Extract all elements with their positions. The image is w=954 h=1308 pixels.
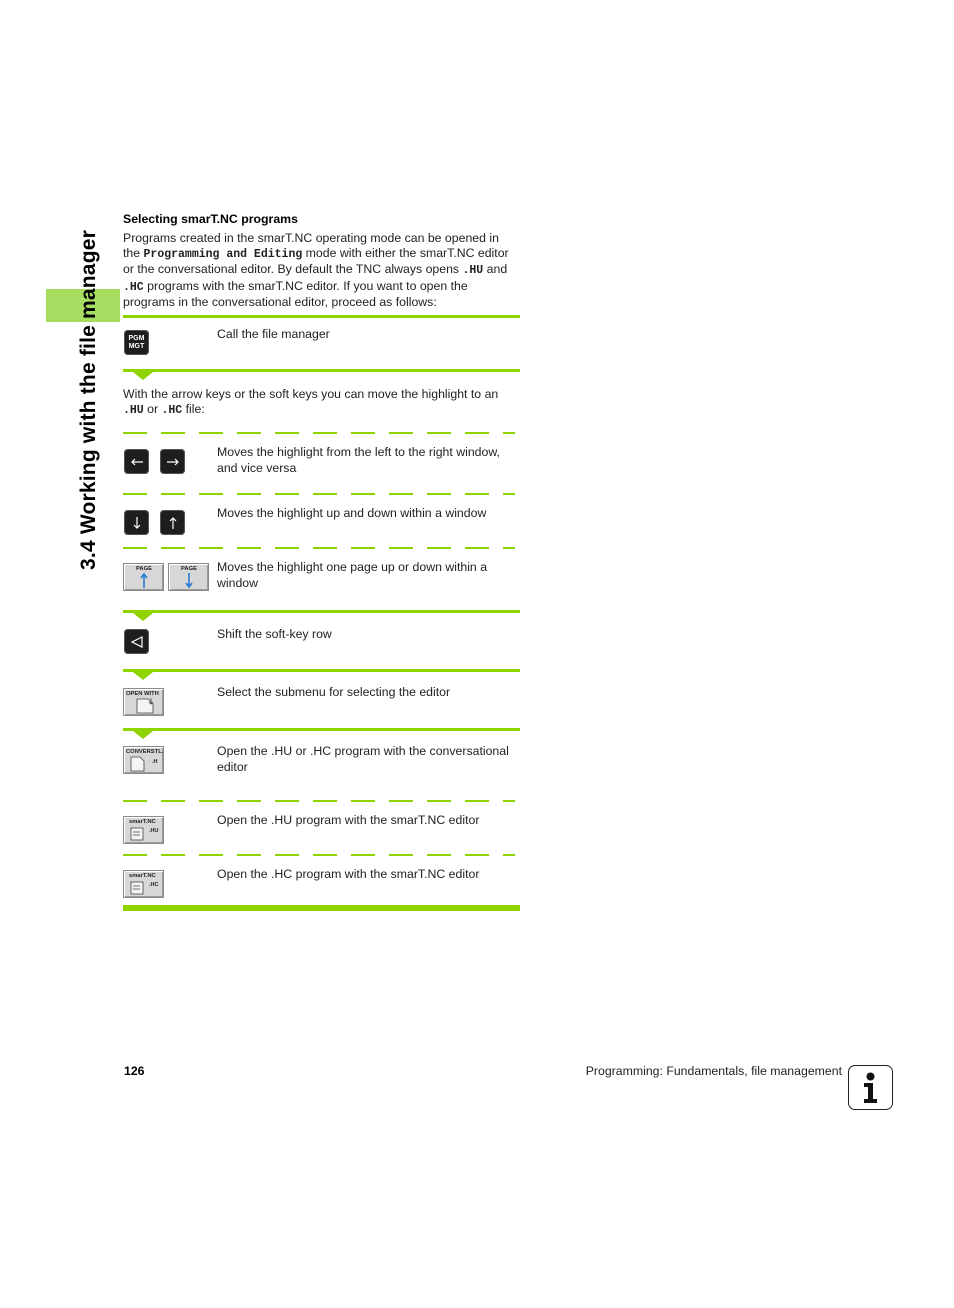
- arrow-down-key[interactable]: [124, 510, 149, 535]
- step-description: Open the .HU or .HC program with the conversational editor: [217, 744, 509, 774]
- pgm-mgt-key[interactable]: PGM MGT: [124, 330, 149, 355]
- arrow-down-icon: [133, 516, 141, 530]
- flow-arrow-icon: [133, 372, 153, 380]
- arrow-note: With the arrow keys or the soft keys you can move the highlight to an .HU or .HC file:: [123, 387, 499, 417]
- page-down-softkey[interactable]: PAGE: [168, 563, 209, 591]
- document-icon: [129, 756, 147, 772]
- dashed-separator: [123, 854, 515, 856]
- page-down-icon: [184, 572, 194, 589]
- step-description: Select the submenu for selecting the editor: [217, 685, 451, 699]
- flow-arrow-icon: [133, 613, 153, 621]
- dashed-separator: [123, 432, 515, 434]
- page-number: 126: [124, 1064, 145, 1078]
- separator: [123, 728, 520, 731]
- info-icon: [848, 1065, 893, 1110]
- smartnc-hu-softkey[interactable]: smarT.NC .HU: [123, 816, 164, 844]
- footer-title: Programming: Fundamentals, file management: [585, 1064, 842, 1078]
- intro-line: .HC programs with the smarT.NC editor. If you want to open the: [123, 278, 468, 294]
- step-description: Moves the highlight from the left to the right window, and vice versa: [217, 445, 500, 475]
- intro-line: or the conversational editor. By default the TNC always opens .HU and: [123, 262, 508, 277]
- intro-line: the Programming and Editing mode with either the smarT.NC editor: [123, 245, 509, 261]
- open-with-softkey[interactable]: OPEN WITH: [123, 688, 164, 716]
- conversational-softkey[interactable]: CONVERSTL. .H: [123, 746, 164, 774]
- arrow-up-key[interactable]: [160, 510, 185, 535]
- chapter-title: 3.4 Working with the file manager: [77, 230, 100, 570]
- arrow-right-icon: [166, 458, 180, 466]
- page-up-icon: [139, 572, 149, 589]
- triangle-left-icon: [130, 635, 144, 649]
- step-description: Open the .HC program with the smarT.NC editor: [217, 867, 480, 881]
- document-icon: [135, 698, 157, 714]
- step-description: Open the .HU program with the smarT.NC editor: [217, 813, 480, 827]
- arrow-right-key[interactable]: [160, 449, 185, 474]
- separator: [123, 610, 520, 613]
- separator: [123, 669, 520, 672]
- shift-softkey-row-key[interactable]: [124, 629, 149, 654]
- separator: [123, 315, 520, 318]
- flow-arrow-icon: [133, 672, 153, 680]
- flow-arrow-icon: [133, 731, 153, 739]
- step-description: Moves the highlight one page up or down within a window: [217, 560, 488, 590]
- step-description: Shift the soft-key row: [217, 627, 332, 641]
- step-description: Call the file manager: [217, 327, 330, 341]
- section-heading: Selecting smarT.NC programs: [123, 212, 298, 226]
- smartnc-hc-softkey[interactable]: smarT.NC .HC: [123, 870, 164, 898]
- intro-line: Programs created in the smarT.NC operating mode can be opened in: [123, 231, 499, 245]
- arrow-up-icon: [169, 516, 177, 530]
- dashed-separator: [123, 493, 515, 495]
- step-description: Moves the highlight up and down within a window: [217, 506, 487, 520]
- arrow-left-key[interactable]: [124, 449, 149, 474]
- dashed-separator: [123, 547, 515, 549]
- intro-line: programs in the conversational editor, proceed as follows:: [123, 295, 437, 309]
- page-up-softkey[interactable]: PAGE: [123, 563, 164, 591]
- intro-paragraph: [123, 231, 523, 310]
- arrow-left-icon: [130, 458, 144, 466]
- smartnc-icon: [130, 827, 148, 841]
- dashed-separator: [123, 800, 515, 802]
- end-separator: [123, 905, 520, 911]
- smartnc-icon: [130, 881, 148, 895]
- separator: [123, 369, 520, 372]
